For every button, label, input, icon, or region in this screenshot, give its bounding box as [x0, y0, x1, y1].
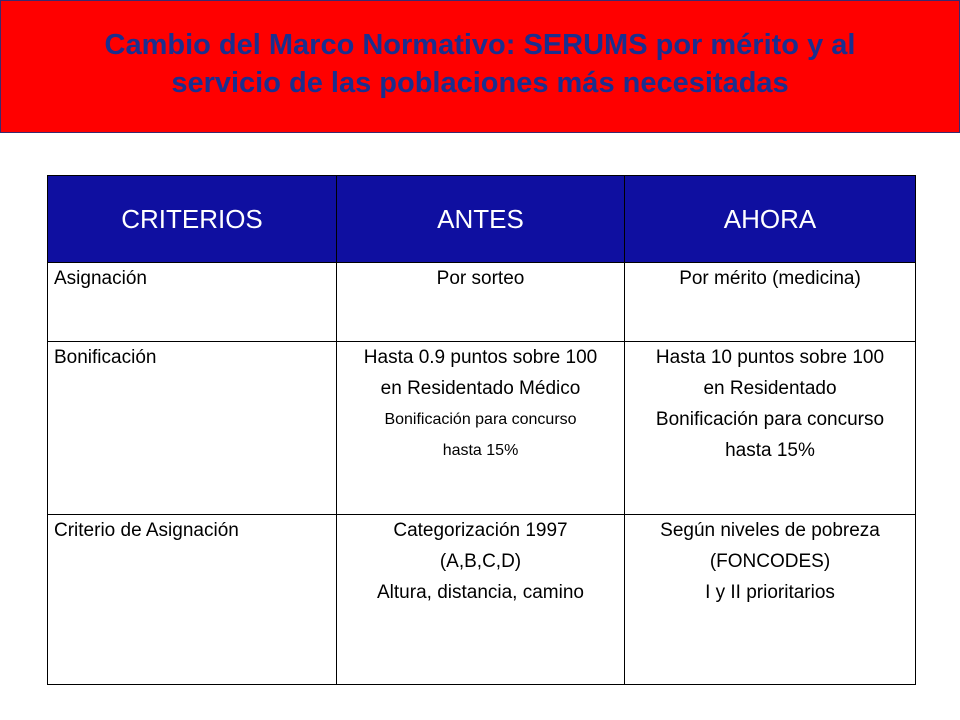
column-header-antes: ANTES: [337, 176, 625, 263]
title-banner: [0, 0, 960, 133]
cell-text-small: Bonificación para concurso: [384, 411, 577, 428]
page-title-line-2: servicio de las poblaciones más necesitadas: [171, 66, 789, 99]
table-row-asignacion: [48, 263, 916, 342]
cell-text: (A,B,C,D): [439, 551, 522, 572]
cell-criterio: Criterio de Asignación: [48, 515, 337, 685]
table-row-criterio-asignacion: [48, 515, 916, 685]
cell-ahora: [625, 515, 916, 685]
cell-criterio: Bonificación: [48, 342, 337, 515]
cell-text-small: hasta 15%: [442, 442, 519, 459]
page-title-line-1: Cambio del Marco Normativo: SERUMS por mérito y al: [104, 28, 856, 61]
column-header-criterios: CRITERIOS: [48, 176, 337, 263]
cell-ahora: [625, 263, 916, 342]
cell-text: Por mérito (medicina): [679, 268, 861, 289]
cell-text: Hasta 0.9 puntos sobre 100: [363, 347, 598, 368]
criteria-table: [47, 175, 916, 685]
cell-text: en Residentado Médico: [380, 378, 581, 399]
cell-text: Bonificación para concurso: [655, 409, 885, 430]
column-header-ahora: AHORA: [625, 176, 916, 263]
cell-text: en Residentado: [703, 378, 837, 399]
cell-antes: [337, 515, 625, 685]
cell-text: Categorización 1997: [393, 520, 568, 541]
cell-criterio: Asignación: [48, 263, 337, 342]
cell-text: Altura, distancia, camino: [377, 582, 584, 603]
cell-text: Según niveles de pobreza: [660, 520, 880, 541]
cell-antes: [337, 263, 625, 342]
cell-text: (FONCODES): [709, 551, 831, 572]
cell-antes: [337, 342, 625, 515]
cell-ahora: [625, 342, 916, 515]
table-row-bonificacion: [48, 342, 916, 515]
table-header-row: [48, 176, 916, 263]
cell-text: I y II prioritarios: [705, 582, 835, 603]
cell-text: Hasta 10 puntos sobre 100: [655, 347, 885, 368]
cell-text: Por sorteo: [436, 268, 525, 289]
page-title: [30, 26, 930, 102]
cell-text: hasta 15%: [725, 440, 815, 461]
